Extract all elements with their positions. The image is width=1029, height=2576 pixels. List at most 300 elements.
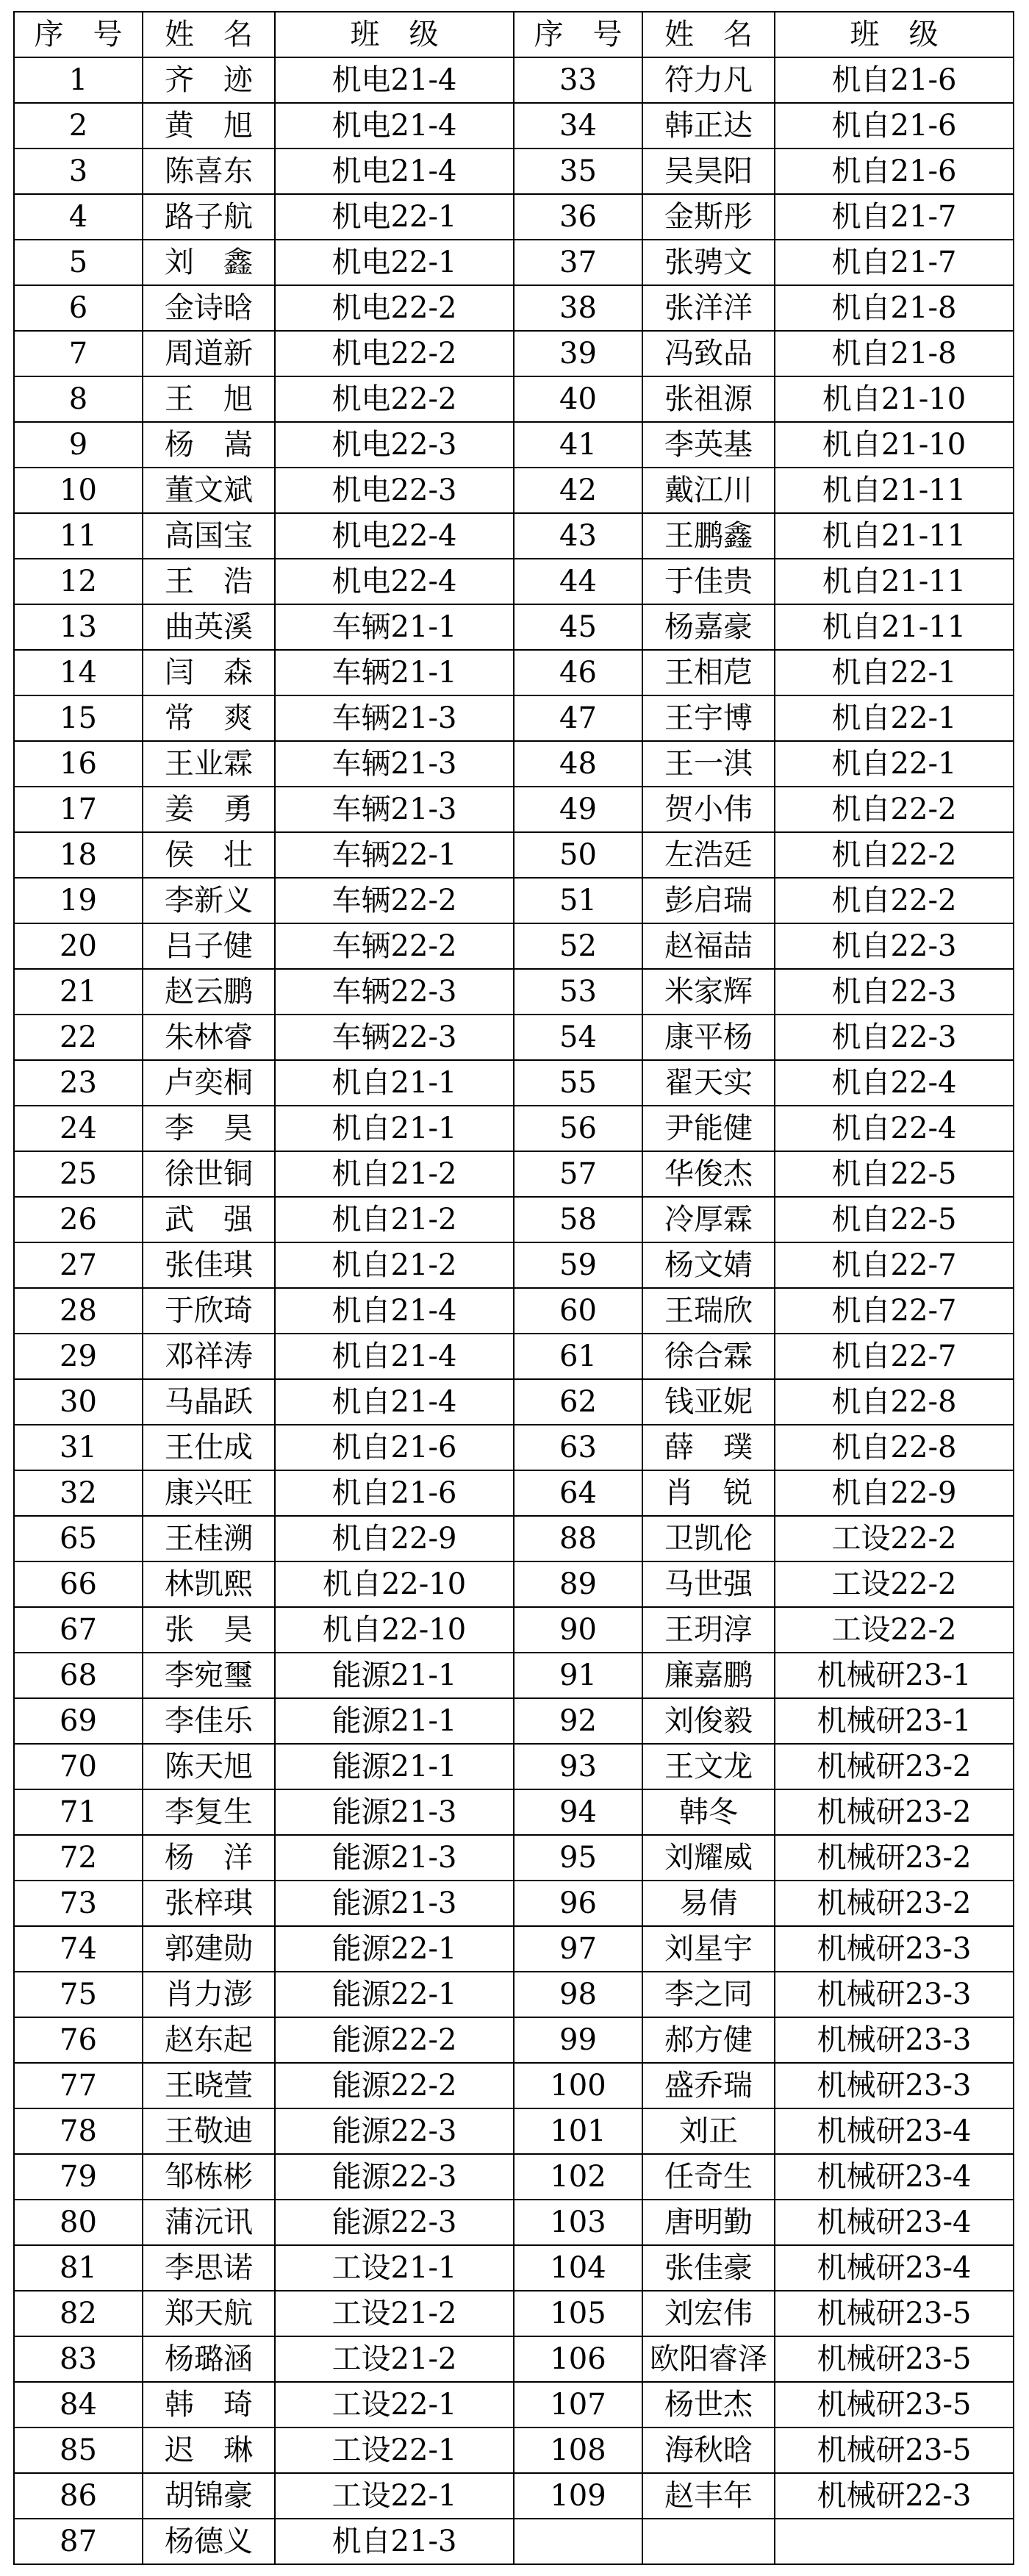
left-name-cell: 李新义 [143,878,275,923]
left-class-cell: 能源22-2 [275,2063,514,2108]
right-class-cell: 机械研23-3 [775,1926,1014,1972]
table-row [14,1060,1014,1106]
right-number-cell: 51 [514,878,642,923]
right-class-cell: 机自21-10 [775,422,1014,468]
left-name-cell: 邹栋彬 [143,2154,275,2200]
right-class-cell: 机自21-11 [775,513,1014,559]
left-number-cell: 3 [14,149,143,194]
right-name-cell [642,2519,775,2564]
left-number-cell: 1 [14,57,143,103]
right-name-cell: 李英基 [642,422,775,468]
left-class-cell: 车辆22-3 [275,1015,514,1060]
right-class-cell: 机自22-1 [775,695,1014,741]
left-name-cell: 张梓琪 [143,1881,275,1926]
left-class-cell: 机自21-4 [275,1288,514,1334]
right-number-cell: 106 [514,2336,642,2382]
left-number-cell: 27 [14,1242,143,1288]
roster-table [13,11,1014,2565]
right-name-cell: 翟天实 [642,1060,775,1106]
right-number-cell: 43 [514,513,642,559]
right-number-cell: 90 [514,1607,642,1653]
right-number-cell: 35 [514,149,642,194]
header-row [14,12,1014,57]
table-row [14,2108,1014,2154]
left-class-cell: 机自22-10 [275,1561,514,1607]
right-class-cell [775,2519,1014,2564]
left-name-cell: 赵云鹏 [143,969,275,1015]
right-name-cell: 杨世杰 [642,2382,775,2427]
right-class-cell: 机自21-6 [775,149,1014,194]
table-row [14,1379,1014,1425]
left-class-cell: 工设21-1 [275,2245,514,2291]
left-number-cell: 18 [14,832,143,878]
left-number-cell: 87 [14,2519,143,2564]
right-name-cell: 薛 璞 [642,1425,775,1470]
right-class-cell: 机自22-9 [775,1470,1014,1516]
left-number-cell: 85 [14,2427,143,2473]
right-name-cell: 王文龙 [642,1744,775,1789]
left-number-cell: 77 [14,2063,143,2108]
table-row [14,1470,1014,1516]
left-number-cell: 67 [14,1607,143,1653]
table-row [14,468,1014,513]
right-number-cell: 34 [514,103,642,149]
header-no-left: 序 号 [14,12,143,57]
right-number-cell: 62 [514,1379,642,1425]
header-name-right: 姓 名 [642,12,775,57]
right-name-cell: 赵丰年 [642,2473,775,2519]
right-number-cell: 93 [514,1744,642,1789]
left-class-cell: 能源21-1 [275,1698,514,1744]
right-name-cell: 金斯彤 [642,194,775,240]
left-number-cell: 17 [14,787,143,832]
right-number-cell: 40 [514,376,642,422]
left-number-cell: 10 [14,468,143,513]
right-number-cell: 104 [514,2245,642,2291]
right-number-cell: 101 [514,2108,642,2154]
left-class-cell: 能源21-1 [275,1744,514,1789]
table-row [14,741,1014,787]
right-name-cell: 盛乔瑞 [642,2063,775,2108]
right-class-cell: 机自22-1 [775,741,1014,787]
right-name-cell: 韩冬 [642,1789,775,1835]
left-name-cell: 姜 勇 [143,787,275,832]
right-name-cell: 唐明勤 [642,2200,775,2245]
right-class-cell: 机自21-11 [775,468,1014,513]
left-name-cell: 邓祥涛 [143,1334,275,1379]
right-class-cell: 机自21-10 [775,376,1014,422]
left-class-cell: 机电22-3 [275,468,514,513]
right-class-cell: 机械研23-3 [775,2017,1014,2063]
right-number-cell: 63 [514,1425,642,1470]
left-class-cell: 机电22-1 [275,240,514,285]
right-class-cell: 机械研22-3 [775,2473,1014,2519]
left-number-cell: 4 [14,194,143,240]
left-number-cell: 11 [14,513,143,559]
left-class-cell: 机自21-4 [275,1379,514,1425]
header-name-left: 姓 名 [143,12,275,57]
left-number-cell: 68 [14,1653,143,1698]
right-number-cell: 89 [514,1561,642,1607]
left-name-cell: 朱林睿 [143,1015,275,1060]
left-name-cell: 马晶跃 [143,1379,275,1425]
right-number-cell: 94 [514,1789,642,1835]
right-name-cell: 符力凡 [642,57,775,103]
table-row [14,559,1014,604]
right-class-cell: 机自22-3 [775,969,1014,1015]
left-number-cell: 72 [14,1835,143,1881]
table-row [14,1744,1014,1789]
right-class-cell: 机自22-2 [775,787,1014,832]
table-row [14,1151,1014,1197]
right-name-cell: 钱亚妮 [642,1379,775,1425]
right-class-cell: 机自22-1 [775,650,1014,695]
right-name-cell: 贺小伟 [642,787,775,832]
left-name-cell: 常 爽 [143,695,275,741]
left-number-cell: 26 [14,1197,143,1242]
left-name-cell: 杨璐涵 [143,2336,275,2382]
left-name-cell: 董文斌 [143,468,275,513]
right-class-cell: 机械研23-5 [775,2382,1014,2427]
right-number-cell: 49 [514,787,642,832]
left-class-cell: 车辆21-3 [275,787,514,832]
table-row [14,1789,1014,1835]
right-name-cell: 张祖源 [642,376,775,422]
table-row [14,57,1014,103]
left-class-cell: 能源22-1 [275,1972,514,2017]
right-number-cell: 41 [514,422,642,468]
left-class-cell: 机电21-4 [275,103,514,149]
right-name-cell: 冯致品 [642,331,775,376]
table-row [14,1015,1014,1060]
right-class-cell: 机械研23-2 [775,1744,1014,1789]
left-number-cell: 16 [14,741,143,787]
left-name-cell: 张 昊 [143,1607,275,1653]
left-number-cell: 84 [14,2382,143,2427]
left-class-cell: 工设21-2 [275,2336,514,2382]
right-name-cell: 米家辉 [642,969,775,1015]
right-class-cell: 机自22-5 [775,1197,1014,1242]
left-number-cell: 5 [14,240,143,285]
right-number-cell: 97 [514,1926,642,1972]
left-class-cell: 能源21-3 [275,1789,514,1835]
left-number-cell: 65 [14,1516,143,1561]
right-class-cell: 机自21-8 [775,331,1014,376]
left-name-cell: 黄 旭 [143,103,275,149]
left-name-cell: 李复生 [143,1789,275,1835]
left-class-cell: 机电22-4 [275,559,514,604]
right-class-cell: 机自22-8 [775,1425,1014,1470]
left-class-cell: 车辆21-3 [275,695,514,741]
table-row [14,2336,1014,2382]
left-class-cell: 能源22-2 [275,2017,514,2063]
left-class-cell: 车辆22-3 [275,969,514,1015]
right-name-cell: 左浩廷 [642,832,775,878]
left-name-cell: 李思诺 [143,2245,275,2291]
right-class-cell: 机自22-2 [775,832,1014,878]
right-number-cell: 61 [514,1334,642,1379]
right-class-cell: 工设22-2 [775,1607,1014,1653]
table-row [14,285,1014,331]
right-name-cell: 刘耀威 [642,1835,775,1881]
right-number-cell: 91 [514,1653,642,1698]
right-number-cell: 44 [514,559,642,604]
right-name-cell: 易倩 [642,1881,775,1926]
right-number-cell: 64 [514,1470,642,1516]
left-number-cell: 28 [14,1288,143,1334]
table-row [14,1516,1014,1561]
left-number-cell: 86 [14,2473,143,2519]
right-number-cell: 46 [514,650,642,695]
header-class-left: 班 级 [275,12,514,57]
table-row [14,2063,1014,2108]
left-name-cell: 杨 洋 [143,1835,275,1881]
left-number-cell: 19 [14,878,143,923]
right-number-cell: 105 [514,2291,642,2336]
right-class-cell: 工设22-2 [775,1561,1014,1607]
left-name-cell: 蒲沅讯 [143,2200,275,2245]
right-number-cell: 36 [514,194,642,240]
right-name-cell: 王宇博 [642,695,775,741]
right-class-cell: 机自21-7 [775,194,1014,240]
right-class-cell: 机械研23-4 [775,2154,1014,2200]
left-class-cell: 机自21-4 [275,1334,514,1379]
left-number-cell: 8 [14,376,143,422]
right-name-cell: 华俊杰 [642,1151,775,1197]
left-number-cell: 21 [14,969,143,1015]
left-class-cell: 机自21-6 [275,1470,514,1516]
left-class-cell: 机电22-2 [275,376,514,422]
table-row [14,376,1014,422]
left-number-cell: 75 [14,1972,143,2017]
left-name-cell: 赵东起 [143,2017,275,2063]
left-number-cell: 20 [14,923,143,969]
right-class-cell: 机自22-7 [775,1242,1014,1288]
left-name-cell: 闫 森 [143,650,275,695]
left-number-cell: 76 [14,2017,143,2063]
table-row [14,695,1014,741]
table-row [14,1972,1014,2017]
right-name-cell: 戴江川 [642,468,775,513]
table-row [14,240,1014,285]
left-class-cell: 能源22-3 [275,2108,514,2154]
right-name-cell: 王一淇 [642,741,775,787]
right-class-cell: 机自22-3 [775,923,1014,969]
left-number-cell: 13 [14,604,143,650]
right-class-cell: 机械研23-1 [775,1698,1014,1744]
right-class-cell: 工设22-2 [775,1516,1014,1561]
table-row [14,2154,1014,2200]
table-row [14,650,1014,695]
table-row [14,149,1014,194]
left-number-cell: 66 [14,1561,143,1607]
left-name-cell: 李宛璽 [143,1653,275,1698]
left-name-cell: 杨 嵩 [143,422,275,468]
left-name-cell: 卢奕桐 [143,1060,275,1106]
right-number-cell: 99 [514,2017,642,2063]
table-row [14,1106,1014,1151]
right-class-cell: 机自22-4 [775,1106,1014,1151]
table-row [14,1835,1014,1881]
right-name-cell: 刘俊毅 [642,1698,775,1744]
right-name-cell: 任奇生 [642,2154,775,2200]
right-class-cell: 机自22-4 [775,1060,1014,1106]
left-number-cell: 15 [14,695,143,741]
left-name-cell: 韩 琦 [143,2382,275,2427]
left-name-cell: 迟 琳 [143,2427,275,2473]
right-name-cell: 吴昊阳 [642,149,775,194]
left-class-cell: 机自21-6 [275,1425,514,1470]
left-number-cell: 25 [14,1151,143,1197]
left-name-cell: 王 旭 [143,376,275,422]
right-name-cell: 廉嘉鹏 [642,1653,775,1698]
table-row [14,1561,1014,1607]
left-number-cell: 32 [14,1470,143,1516]
left-class-cell: 工设21-2 [275,2291,514,2336]
table-row [14,2427,1014,2473]
left-class-cell: 机自21-2 [275,1151,514,1197]
left-number-cell: 80 [14,2200,143,2245]
left-class-cell: 机自21-3 [275,2519,514,2564]
left-class-cell: 机自21-2 [275,1242,514,1288]
right-name-cell: 张洋洋 [642,285,775,331]
left-name-cell: 张佳琪 [143,1242,275,1288]
table-row [14,1288,1014,1334]
right-class-cell: 机自21-6 [775,103,1014,149]
right-name-cell: 卫凯伦 [642,1516,775,1561]
left-class-cell: 能源21-1 [275,1653,514,1698]
left-number-cell: 29 [14,1334,143,1379]
left-number-cell: 14 [14,650,143,695]
left-name-cell: 王 浩 [143,559,275,604]
left-name-cell: 郭建勋 [143,1926,275,1972]
right-class-cell: 机自21-11 [775,559,1014,604]
table-row [14,1242,1014,1288]
right-class-cell: 机械研23-1 [775,1653,1014,1698]
table-row [14,1425,1014,1470]
right-class-cell: 机自22-7 [775,1288,1014,1334]
right-class-cell: 机械研23-5 [775,2427,1014,2473]
right-name-cell: 徐合霖 [642,1334,775,1379]
left-name-cell: 王业霖 [143,741,275,787]
right-class-cell: 机自21-8 [775,285,1014,331]
left-class-cell: 机电22-3 [275,422,514,468]
left-class-cell: 车辆21-3 [275,741,514,787]
right-number-cell: 60 [514,1288,642,1334]
right-name-cell: 杨嘉豪 [642,604,775,650]
left-class-cell: 车辆21-1 [275,650,514,695]
left-number-cell: 23 [14,1060,143,1106]
table-row [14,1926,1014,1972]
right-number-cell: 54 [514,1015,642,1060]
right-name-cell: 杨文婧 [642,1242,775,1288]
table-row [14,1197,1014,1242]
right-number-cell: 109 [514,2473,642,2519]
left-class-cell: 车辆21-1 [275,604,514,650]
right-number-cell: 100 [514,2063,642,2108]
left-name-cell: 郑天航 [143,2291,275,2336]
left-class-cell: 能源21-3 [275,1881,514,1926]
left-class-cell: 工设22-1 [275,2473,514,2519]
right-number-cell: 48 [514,741,642,787]
table-row [14,194,1014,240]
right-number-cell: 58 [514,1197,642,1242]
right-class-cell: 机械研23-2 [775,1835,1014,1881]
right-number-cell: 37 [514,240,642,285]
right-name-cell: 韩正达 [642,103,775,149]
table-row [14,969,1014,1015]
left-class-cell: 能源22-3 [275,2154,514,2200]
left-name-cell: 王敬迪 [143,2108,275,2154]
left-name-cell: 陈喜东 [143,149,275,194]
table-row [14,1698,1014,1744]
table-row [14,513,1014,559]
left-number-cell: 22 [14,1015,143,1060]
right-class-cell: 机自22-3 [775,1015,1014,1060]
left-name-cell: 胡锦豪 [143,2473,275,2519]
right-number-cell: 38 [514,285,642,331]
right-number-cell: 103 [514,2200,642,2245]
table-row [14,1881,1014,1926]
left-name-cell: 王晓萱 [143,2063,275,2108]
left-number-cell: 24 [14,1106,143,1151]
right-class-cell: 机械研23-2 [775,1881,1014,1926]
table-row [14,1607,1014,1653]
right-name-cell: 于佳贵 [642,559,775,604]
right-number-cell: 95 [514,1835,642,1881]
table-row [14,2473,1014,2519]
left-number-cell: 79 [14,2154,143,2200]
right-number-cell: 52 [514,923,642,969]
right-class-cell: 机械研23-3 [775,1972,1014,2017]
right-number-cell: 55 [514,1060,642,1106]
table-row [14,1653,1014,1698]
right-name-cell: 欧阳睿泽 [642,2336,775,2382]
right-number-cell: 92 [514,1698,642,1744]
left-number-cell: 82 [14,2291,143,2336]
left-class-cell: 机电22-2 [275,331,514,376]
left-name-cell: 武 强 [143,1197,275,1242]
right-name-cell: 王相苨 [642,650,775,695]
left-class-cell: 机自21-1 [275,1106,514,1151]
right-name-cell: 康平杨 [642,1015,775,1060]
left-class-cell: 工设22-1 [275,2382,514,2427]
left-class-cell: 机电22-4 [275,513,514,559]
table-row [14,2245,1014,2291]
left-name-cell: 康兴旺 [143,1470,275,1516]
left-class-cell: 能源21-3 [275,1835,514,1881]
left-name-cell: 林凯熙 [143,1561,275,1607]
left-class-cell: 机自22-9 [275,1516,514,1561]
right-name-cell: 张佳豪 [642,2245,775,2291]
left-number-cell: 83 [14,2336,143,2382]
right-number-cell [514,2519,642,2564]
right-name-cell: 尹能健 [642,1106,775,1151]
right-class-cell: 机自22-7 [775,1334,1014,1379]
right-number-cell: 56 [514,1106,642,1151]
table-row [14,331,1014,376]
left-number-cell: 9 [14,422,143,468]
left-number-cell: 7 [14,331,143,376]
left-number-cell: 81 [14,2245,143,2291]
table-row [14,2519,1014,2564]
left-name-cell: 王仕成 [143,1425,275,1470]
right-number-cell: 47 [514,695,642,741]
left-class-cell: 车辆22-1 [275,832,514,878]
left-class-cell: 能源22-3 [275,2200,514,2245]
table-row [14,1334,1014,1379]
right-class-cell: 机自22-8 [775,1379,1014,1425]
